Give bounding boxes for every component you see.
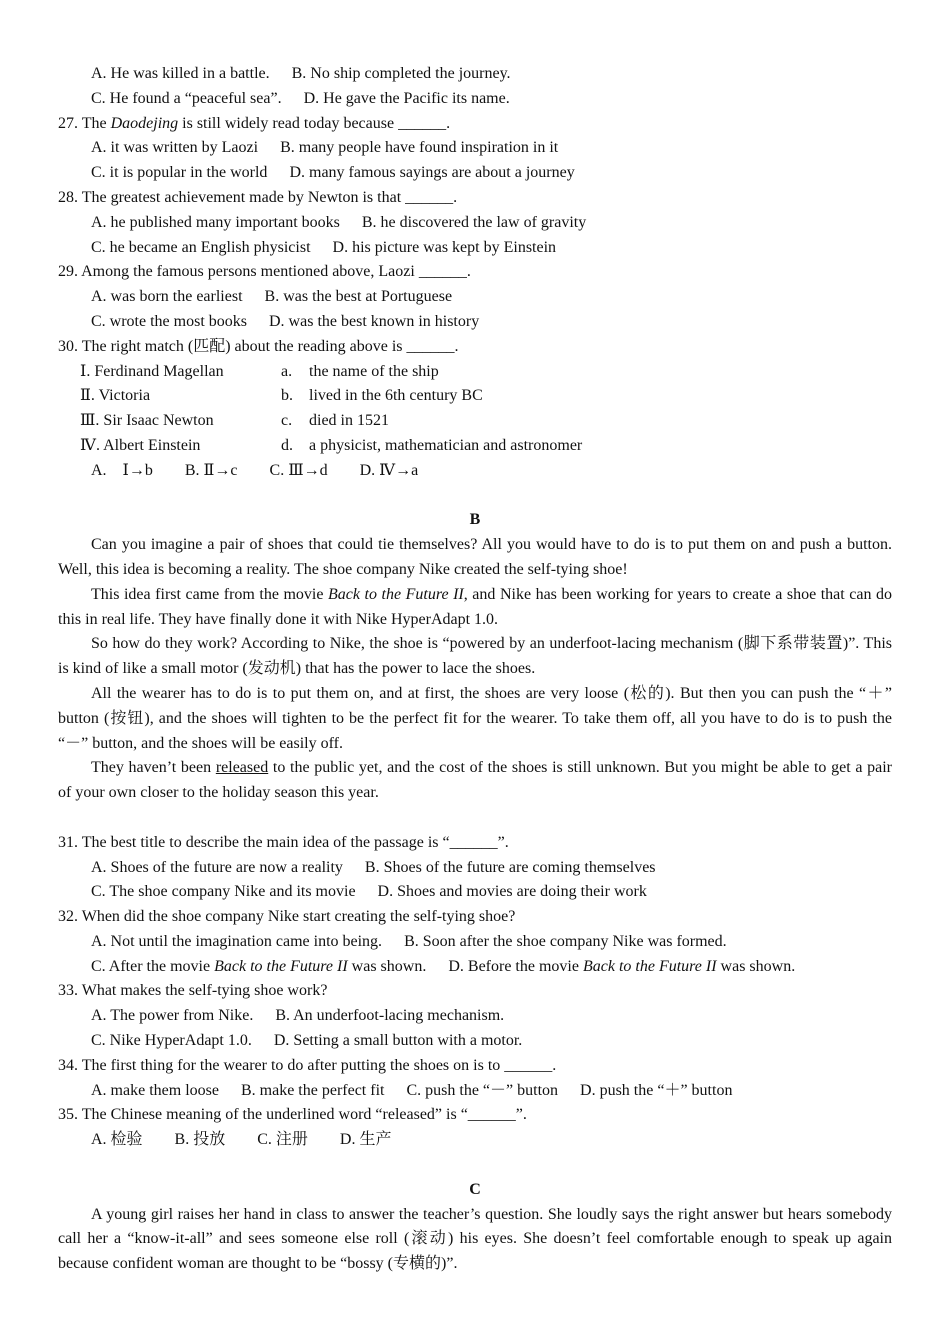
q29-stem: 29. Among the famous persons mentioned above, Laozi ______. [58,263,471,281]
q29-option-d: D. was the best known in history [269,312,480,330]
q31-options-row2 [58,880,892,905]
q26-option-a: A. He was killed in a battle. [91,65,270,82]
q30-match-key: a. [281,362,293,380]
q27-stem [58,112,892,137]
q28-stem: 28. The greatest achievement made by Newton is that ______. [58,188,458,206]
q35-options: A. 检验 B. 投放 C. 注册 D. 生产 [91,1131,392,1149]
section-b-paragraph-5 [58,756,892,806]
q29-options-row2 [58,310,892,335]
spacer [58,806,892,831]
q26-option-c: C. He found a “peaceful sea”. [91,89,282,107]
q32-option-a: A. Not until the imagination came into being. [91,932,383,950]
p2-movie-title: Back to the Future II [328,585,464,603]
q27-option-b: B. many people have found inspiration in it [280,139,559,157]
q30-match-row [58,384,892,409]
q28-option-c: C. he became an English physicist [91,238,311,256]
q27-option-d: D. many famous sayings are about a journey [289,164,575,182]
section-b-heading: B [469,511,481,529]
spacer [58,1153,892,1178]
q33-option-c: C. Nike HyperAdapt 1.0. [91,1032,252,1050]
q27-option-a: A. it was written by Laozi [91,139,259,157]
q30-match-key: b. [281,387,293,405]
exam-page [58,62,892,1277]
q32-options-row1 [58,930,892,955]
q28-option-a: A. he published many important books [91,213,340,231]
q28-options-row1 [58,211,892,236]
q31-option-a: A. Shoes of the future are now a reality [91,858,343,876]
q30-match-right: the name of the ship [309,362,439,380]
section-b-paragraph-3: So how do they work? According to Nike, the shoe is “powered by an underfoot-lacing mechanism (脚下系带装置)”. This is kind of like a small motor (发动机) that has the power to lace the shoes. [58,635,892,678]
q28-option-d: D. his picture was kept by Einstein [332,238,557,256]
q30-match-key: c. [281,412,293,430]
q32-stem: 32. When did the shoe company Nike start creating the self-tying shoe? [58,908,516,926]
q30-match-row [58,360,892,385]
section-c-heading: C [469,1180,481,1198]
p5-pre: They haven’t been [91,759,216,777]
q27-options-row1 [58,136,892,161]
q31-stem: 31. The best title to describe the main idea of the passage is “______”. [58,833,509,851]
q27-stem-pre: 27. The [58,114,111,132]
q26-option-d: D. He gave the Pacific its name. [303,89,510,107]
section-b-paragraph-2 [58,583,892,633]
p2-pre: This idea first came from the movie [91,585,329,603]
q32-c-title: Back to the Future II [214,957,348,975]
q30-stem: 30. The right match (匹配) about the reading above is ______. [58,337,459,355]
q32-options-row2 [58,955,892,980]
section-b-paragraph-4: All the wearer has to do is to put them on, and at first, the shoes are very loose (松的). But then you can push the “＋” button (按钮), and the shoes will tighten to be the perfect fit for the wearer. To take them off, all you have to do is to push the “－” button, and the shoes will be easily off. [58,684,892,752]
q30-match-left: Ⅰ. Ferdinand Magellan [80,362,224,380]
q34-option-a: A. make them loose [91,1081,219,1099]
q32-d-post: was shown. [716,957,796,975]
q30-match-left: Ⅱ. Victoria [80,387,151,405]
p2-post: , and Nike has been working for years to create a shoe that can do this in real life. They have finally done it with Nike HyperAdapt 1.0. [58,585,893,628]
q30-match-right: a physicist, mathematician and astronomer [309,436,583,454]
q32-c-pre: C. After the movie [91,957,215,975]
q29-option-a: A. was born the earliest [91,288,243,306]
q27-stem-post: is still widely read today because ______. [178,114,451,132]
q33-option-d: D. Setting a small button with a motor. [273,1032,523,1050]
q29-options-row1 [58,285,892,310]
section-c-paragraph-1: A young girl raises her hand in class to answer the teacher’s question. She loudly says the right answer but hears somebody call her a “know-it-all” and sees someone else roll (滚动) his eyes. She doesn’t feel comfortable enough to speak up again because confident woman are thought to be “bossy (专横的)”. [58,1205,892,1273]
q34-options-row [58,1079,892,1104]
q30-match-right: died in 1521 [309,412,389,430]
q26-option-b: B. No ship completed the journey. [291,65,511,82]
q30-match-row [58,434,892,459]
q32-c-post: was shown. [347,957,427,975]
q33-stem: 33. What makes the self-tying shoe work? [58,982,328,1000]
q34-option-b: B. make the perfect fit [240,1081,385,1099]
q32-option-c [91,958,426,975]
q34-option-c: C. push the “－” button [406,1081,559,1099]
q30-match-key: d. [281,436,293,454]
q33-option-a: A. The power from Nike. [91,1007,254,1025]
q33-options-row1 [58,1004,892,1029]
q27-stem-title: Daodejing [110,114,179,132]
section-b-paragraph-1: Can you imagine a pair of shoes that could tie themselves? All you would have to do is to put them on and push a button. Well, this idea is becoming a reality. The shoe company Nike created the self-tying shoe! [58,536,892,578]
q33-options-row2 [58,1029,892,1054]
q34-stem: 34. The first thing for the wearer to do after putting the shoes on is to ______. [58,1056,557,1074]
q27-option-c: C. it is popular in the world [91,164,268,182]
q30-match-left: Ⅲ. Sir Isaac Newton [80,412,214,430]
q26-options-row1 [58,62,892,87]
q35-stem: 35. The Chinese meaning of the underlined word “released” is “______”. [58,1106,527,1124]
q34-option-d: D. push the “＋” button [580,1081,733,1099]
q26-options-row2 [58,87,892,112]
q32-d-title: Back to the Future II [582,957,717,975]
q32-option-b: B. Soon after the shoe company Nike was formed. [404,932,727,950]
q27-options-row2 [58,161,892,186]
p5-post: to the public yet, and the cost of the shoes is still unknown. But you might be able to get a pair of your own closer to the holiday season this year. [58,759,892,802]
q30-options: A. Ⅰ→b B. Ⅱ→c C. Ⅲ→d D. Ⅳ→a [91,461,419,479]
q30-match-left: Ⅳ. Albert Einstein [80,436,201,454]
q29-option-c: C. wrote the most books [91,312,247,330]
q31-option-c: C. The shoe company Nike and its movie [91,883,356,901]
q28-option-b: B. he discovered the law of gravity [361,213,587,231]
q31-options-row1 [58,856,892,881]
q31-option-d: D. Shoes and movies are doing their work [377,883,647,901]
q30-match-right: lived in the 6th century BC [309,387,483,405]
p5-underlined-word: released [215,759,269,777]
spacer [58,484,892,509]
q32-d-pre: D. Before the movie [448,957,583,975]
q33-option-b: B. An underfoot-lacing mechanism. [275,1007,505,1025]
q31-option-b: B. Shoes of the future are coming themselves [364,858,656,876]
q32-option-d [448,958,795,975]
q28-options-row2 [58,236,892,261]
q29-option-b: B. was the best at Portuguese [264,288,453,306]
q30-match-row [58,409,892,434]
